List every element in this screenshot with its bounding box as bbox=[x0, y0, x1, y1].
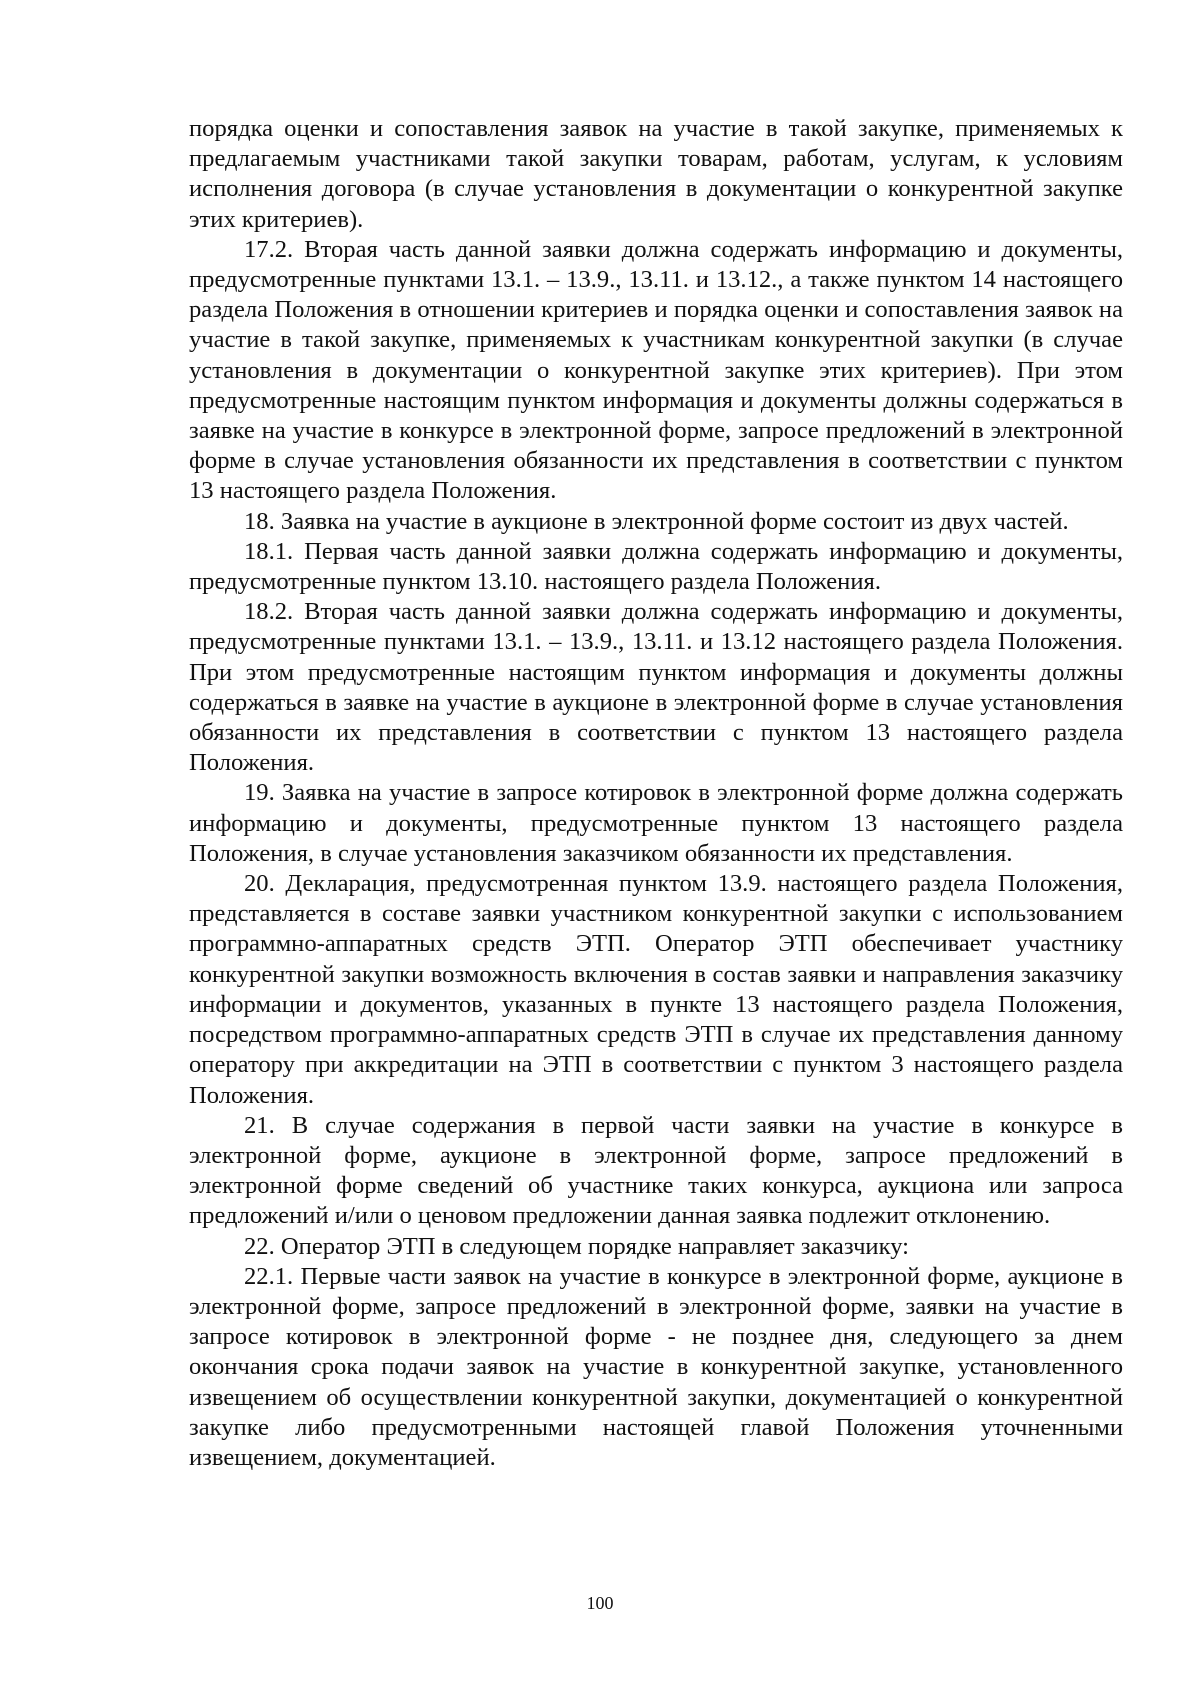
page-number: 100 bbox=[586, 1593, 614, 1613]
paragraph-19: 19. Заявка на участие в запросе котировок в электронной форме должна содержать информацию и документы, предусмотренные пунктом 13 настоящего раздела Положения, в случае установления заказчиком обязанности их представления. bbox=[189, 779, 1123, 867]
paragraph-18-2: 18.2. Вторая часть данной заявки должна содержать информацию и документы, предусмотренные пунктами 13.1. – 13.9., 13.11. и 13.12 настоящего раздела Положения. При этом предусмотренные настоящим пунктом информация и документы должны содержаться в заявке на участие в аукционе в электронной форме в случае установления обязанности их представления в соответствии с пунктом 13 настоящего раздела Положения. bbox=[189, 598, 1123, 777]
page-body bbox=[189, 114, 1123, 1473]
paragraph-20: 20. Декларация, предусмотренная пунктом 13.9. настоящего раздела Положения, представляется в составе заявки участником конкурентной закупки с использованием программно-аппаратных средств ЭТП. Оператор ЭТП обеспечивает участнику конкурентной закупки возможность включения в состав заявки и направления заказчику информации и документов, указанных в пункте 13 настоящего раздела Положения, посредством программно-аппаратных средств ЭТП в случае их представления данному оператору при аккредитации на ЭТП в соответствии с пунктом 3 настоящего раздела Положения. bbox=[189, 870, 1123, 1109]
paragraph-21: 21. В случае содержания в первой части заявки на участие в конкурсе в электронной форме, аукционе в электронной форме, запросе предложений в электронной форме сведений об участнике таких конкурса, аукциона или запроса предложений и/или о ценовом предложении данная заявка подлежит отклонению. bbox=[189, 1111, 1123, 1230]
paragraph-22: 22. Оператор ЭТП в следующем порядке направляет заказчику: bbox=[244, 1232, 910, 1260]
paragraph-22-1: 22.1. Первые части заявок на участие в конкурсе в электронной форме, аукционе в электронной форме, запросе предложений в электронной форме, заявки на участие в запросе котировок в электронной форме - не позднее дня, следующего за днем окончания срока подачи заявок на участие в конкурентной закупке, установленного извещением об осуществлении конкурентной закупки, документацией о конкурентной закупке либо предусмотренными настоящей главой Положения уточненными извещением, документацией. bbox=[189, 1262, 1123, 1471]
paragraph-17-2: 17.2. Вторая часть данной заявки должна содержать информацию и документы, предусмотренные пунктами 13.1. – 13.9., 13.11. и 13.12., а также пунктом 14 настоящего раздела Положения в отношении критериев и порядка оценки и сопоставления заявок на участие в такой закупке, применяемых к участникам конкурентной закупки (в случае установления в документации о конкурентной закупке этих критериев). При этом предусмотренные настоящим пунктом информация и документы должны содержаться в заявке на участие в конкурсе в электронной форме, запросе предложений в электронной форме в случае установления обязанности их представления в соответствии с пунктом 13 настоящего раздела Положения. bbox=[189, 235, 1123, 505]
paragraph-18: 18. Заявка на участие в аукционе в электронной форме состоит из двух частей. bbox=[244, 507, 1069, 535]
paragraph-18-1: 18.1. Первая часть данной заявки должна содержать информацию и документы, предусмотренные пунктом 13.10. настоящего раздела Положения. bbox=[189, 537, 1123, 596]
paragraph-continuation: порядка оценки и сопоставления заявок на участие в такой закупке, применяемых к предлагаемым участниками такой закупки товарам, работам, услугам, к условиям исполнения договора (в случае установления в документации о конкурентной закупке этих критериев). bbox=[189, 115, 1123, 233]
